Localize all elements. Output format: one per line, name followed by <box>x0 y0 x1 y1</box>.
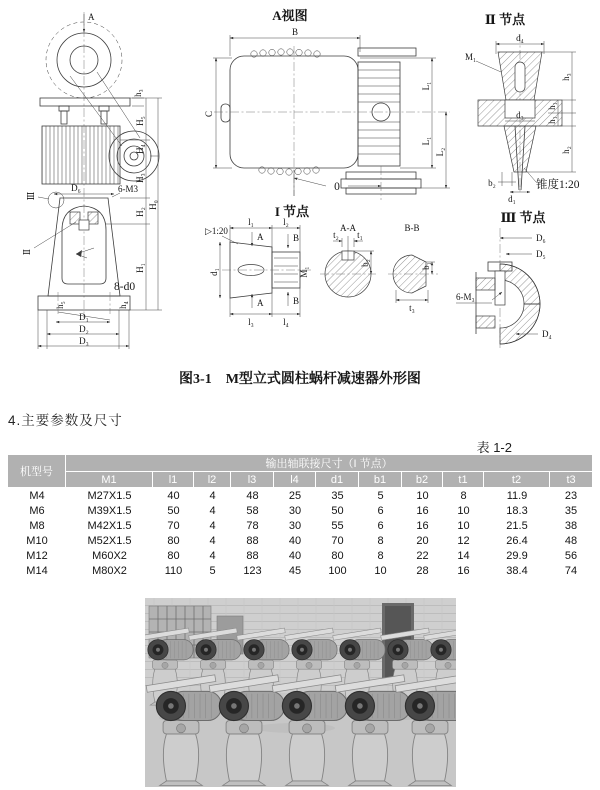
node1-secA-bot: A <box>257 298 264 308</box>
table-cell: 70 <box>331 535 344 547</box>
node1-dim-t1: t₁ <box>357 230 363 240</box>
table-cell: 22 <box>416 550 429 562</box>
node2-taper-note: 锥度1:20 <box>536 179 580 191</box>
top-dim-L1-lower: L₁ <box>421 136 431 146</box>
factory-photo <box>145 598 456 787</box>
table-cell: 23 <box>564 490 578 502</box>
column-header: t3 <box>550 472 592 488</box>
node2-dim-d4: d₄ <box>516 33 524 43</box>
table-cell: 18.3 <box>506 505 528 517</box>
table-cell: 5 <box>209 565 216 577</box>
table-cell: 5 <box>377 490 384 502</box>
table-row <box>8 503 592 518</box>
table-cell: 45 <box>288 565 302 577</box>
top-dim-C: C <box>204 110 214 118</box>
table-cell: 6 <box>377 520 384 532</box>
front-dim-D1: D₁ <box>79 312 89 322</box>
table-label: 表 1-2 <box>476 440 512 455</box>
node1-dim-l3: l₃ <box>248 317 254 327</box>
front-node2-mark: Ⅱ <box>22 248 32 256</box>
node1-dim-l1: l₁ <box>248 217 254 227</box>
table-cell: 100 <box>328 565 347 577</box>
section-heading: 4.主要参数及尺寸 <box>8 413 123 428</box>
node1-secB-bot: B <box>293 296 300 306</box>
table-cell: M12 <box>26 550 48 562</box>
node1-dim-d1: d₁ <box>209 268 219 276</box>
front-dim-h3: h₃ <box>133 89 143 97</box>
table-cell: 21.5 <box>506 520 528 532</box>
table-cell: 29.9 <box>506 550 528 562</box>
table-row <box>8 518 592 533</box>
front-dim-h4: h₄ <box>118 301 128 309</box>
front-view <box>22 12 162 349</box>
table-cell: 10 <box>416 490 429 502</box>
table-cell: 16 <box>416 505 429 517</box>
table-row <box>8 548 592 563</box>
node1-title: I 节点 <box>274 204 310 219</box>
table-cell: 110 <box>164 565 183 577</box>
column-header: M1 <box>66 472 153 488</box>
table-cell: 8 <box>377 550 384 562</box>
column-header: l4 <box>274 472 316 488</box>
front-note-8d0: 8-d0 <box>114 281 136 293</box>
front-dim-h5: h₅ <box>55 301 65 309</box>
table-cell: 30 <box>288 520 302 532</box>
node2-dim-h2: h₂ <box>561 146 571 154</box>
table-cell: 28 <box>416 565 429 577</box>
node1-dim-l4: l₄ <box>283 317 289 327</box>
figure-drawing <box>0 0 600 362</box>
table-cell: M52X1.5 <box>87 535 132 547</box>
node2-dim-h3: h₃ <box>561 73 571 81</box>
table-cell: 6 <box>377 505 384 517</box>
table-cell: 8 <box>377 535 384 547</box>
top-dim-offset: 0 <box>334 181 340 193</box>
table-cell: 56 <box>564 550 578 562</box>
table-cell: 38.4 <box>506 565 528 577</box>
top-dim-B: B <box>291 27 299 37</box>
node3-bolt-note: 6-M₃ <box>456 292 475 302</box>
front-dim-H2: H₂ <box>135 207 145 217</box>
node2-dim-d3: d₃ <box>516 110 524 120</box>
table-cell: 35 <box>564 505 578 517</box>
node1-dim-b2: b₂ <box>360 259 370 267</box>
table-cell: 55 <box>331 520 344 532</box>
node1-dim-t2: t₂ <box>333 230 339 240</box>
table-cell: M60X2 <box>92 550 127 562</box>
node1-aa-title: A-A <box>340 223 356 233</box>
front-dim-H0: H₀ <box>148 200 158 210</box>
table-cell: 10 <box>457 520 470 532</box>
column-header-row <box>8 472 592 488</box>
table-cell: 35 <box>331 490 344 502</box>
table-body <box>8 488 592 578</box>
front-dim-H3: H₃ <box>135 173 145 183</box>
front-dim-D3: D₃ <box>79 336 89 346</box>
table-cell: 58 <box>246 505 259 517</box>
table-cell: 4 <box>209 505 216 517</box>
table-cell: 50 <box>331 505 344 517</box>
node1-view <box>205 204 438 327</box>
column-group-header: 输出轴联接尺寸（I 节点） <box>66 455 592 472</box>
node3-dim-D6: D₆ <box>536 233 546 243</box>
table-cell: 10 <box>457 505 470 517</box>
table-cell: 30 <box>288 505 302 517</box>
node1-label-M1: M₁ <box>299 266 309 278</box>
node3-dim-D5: D₅ <box>536 249 546 259</box>
table-cell: 4 <box>209 490 216 502</box>
table-row <box>8 488 592 503</box>
table-cell: 11.9 <box>506 490 528 502</box>
table-cell: 12 <box>457 535 470 547</box>
table-cell: M6 <box>29 505 45 517</box>
front-dim-H4: H₄ <box>135 144 145 154</box>
node1-taper-note: ▷1:20 <box>205 226 228 236</box>
table-row <box>8 533 592 548</box>
front-dim-D6: D₆ <box>71 183 81 193</box>
table-cell: 10 <box>374 565 387 577</box>
column-header: b1 <box>359 472 402 488</box>
node1-bb-title: B-B <box>404 223 420 233</box>
top-view-title: A视图 <box>272 8 308 23</box>
node2-label-M1: M₁ <box>465 52 477 62</box>
column-header: l1 <box>153 472 194 488</box>
row-header-model: 机型号 <box>8 455 66 488</box>
table-cell: 16 <box>457 565 470 577</box>
parameters-table <box>8 455 592 578</box>
table-cell: 26.4 <box>506 535 528 547</box>
column-header: t1 <box>443 472 484 488</box>
top-view <box>204 8 450 200</box>
node1-dim-t3: t₃ <box>409 303 415 313</box>
table-cell: 8 <box>460 490 467 502</box>
front-view-arrow-label: A <box>88 12 95 22</box>
table-cell: 48 <box>564 535 578 547</box>
table-cell: 80 <box>167 535 180 547</box>
table-cell: 40 <box>288 550 302 562</box>
column-header: l2 <box>194 472 231 488</box>
front-dim-H1: H₁ <box>135 263 145 273</box>
table-cell: 80 <box>167 550 180 562</box>
top-dim-L2: L₂ <box>435 147 445 157</box>
table-cell: 25 <box>288 490 302 502</box>
top-dim-L1-upper: L₁ <box>421 81 431 91</box>
table-cell: 4 <box>209 550 216 562</box>
node2-dim-d1: d₁ <box>508 194 516 204</box>
table-cell: 48 <box>246 490 259 502</box>
front-dim-H5: H₅ <box>135 116 145 126</box>
node1-dim-l2: l₂ <box>283 217 289 227</box>
node2-title: Ⅱ 节点 <box>484 12 526 27</box>
table-cell: 70 <box>167 520 180 532</box>
table-cell: 16 <box>416 520 429 532</box>
table-cell: 123 <box>243 565 262 577</box>
table-cell: 88 <box>246 535 259 547</box>
node2-dim-h1b: h₁ <box>547 116 557 124</box>
node1-dim-b1: b₁ <box>421 262 431 270</box>
column-header: d1 <box>316 472 359 488</box>
front-node3-mark: Ⅲ <box>26 191 36 201</box>
table-cell: 4 <box>209 535 216 547</box>
table-cell: M10 <box>26 535 48 547</box>
table-cell: M4 <box>29 490 45 502</box>
figure-caption: 图3-1 M型立式圆柱蜗杆减速器外形图 <box>179 372 421 387</box>
column-header: t2 <box>484 472 550 488</box>
front-note-6M3: 6-M3 <box>118 184 138 194</box>
node2-dim-h1a: h₁ <box>547 102 557 110</box>
column-header: b2 <box>402 472 443 488</box>
table-cell: 80 <box>331 550 344 562</box>
node2-dim-b2: b₂ <box>488 178 496 188</box>
table-cell: M27X1.5 <box>87 490 132 502</box>
front-dim-D2: D₂ <box>79 324 89 334</box>
table-cell: 4 <box>209 520 216 532</box>
table-cell: 14 <box>457 550 470 562</box>
node2-view <box>465 12 580 204</box>
node3-title: Ⅲ 节点 <box>500 210 546 225</box>
table-cell: M42X1.5 <box>87 520 132 532</box>
table-cell: 38 <box>564 520 578 532</box>
table-cell: M80X2 <box>92 565 127 577</box>
table-cell: 20 <box>416 535 429 547</box>
table-cell: M39X1.5 <box>87 505 132 517</box>
node3-dim-D4: D₄ <box>542 329 552 339</box>
table-row <box>8 563 592 578</box>
table-cell: 50 <box>167 505 180 517</box>
column-header: l3 <box>231 472 274 488</box>
node1-secA-top: A <box>257 232 264 242</box>
table-cell: 40 <box>167 490 180 502</box>
table-cell: 78 <box>246 520 259 532</box>
table-cell: M14 <box>26 565 48 577</box>
table-cell: 40 <box>288 535 302 547</box>
table-cell: 88 <box>246 550 259 562</box>
node3-view <box>456 210 552 348</box>
node1-secB-top: B <box>293 233 300 243</box>
table-cell: 74 <box>564 565 578 577</box>
table-cell: M8 <box>29 520 45 532</box>
